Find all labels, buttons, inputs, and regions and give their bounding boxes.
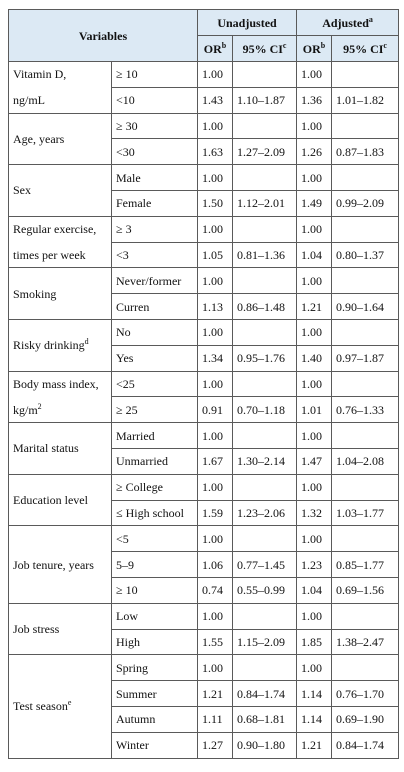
ci-adjusted-cell: 0.69–1.56 — [332, 577, 399, 603]
table-row — [9, 526, 399, 552]
or-unadjusted-cell: 1.27 — [198, 732, 233, 758]
or-adjusted-cell: 1.00 — [297, 62, 332, 88]
or-adjusted-cell: 1.14 — [297, 706, 332, 732]
or-adjusted-cell: 1.00 — [297, 319, 332, 345]
table-row — [9, 655, 399, 681]
ci-adjusted-cell: 1.01–1.82 — [332, 87, 399, 113]
ci-unadjusted-cell: 1.30–2.14 — [233, 448, 297, 474]
variable-label: Job tenure, years — [9, 526, 112, 603]
category-cell: High — [112, 629, 198, 655]
ci-unadjusted-cell: 0.55–0.99 — [233, 577, 297, 603]
variable-label: Marital status — [9, 423, 112, 475]
or-adjusted-cell: 1.21 — [297, 732, 332, 758]
category-cell: Male — [112, 165, 198, 191]
or-adjusted-cell: 1.00 — [297, 165, 332, 191]
or-unadjusted-cell: 1.13 — [198, 294, 233, 320]
category-cell: Winter — [112, 732, 198, 758]
ci-unadjusted-cell: 0.95–1.76 — [233, 345, 297, 371]
category-cell: ≥ 25 — [112, 397, 198, 423]
or-unadjusted-cell: 1.43 — [198, 87, 233, 113]
or-unadjusted-cell: 1.63 — [198, 139, 233, 165]
category-cell: Summer — [112, 681, 198, 707]
variable-label: Risky drinking$^d$ — [9, 319, 112, 371]
ci-unadjusted-cell — [233, 319, 297, 345]
category-cell: ≥ 10 — [112, 62, 198, 88]
category-cell: Yes — [112, 345, 198, 371]
category-cell: Married — [112, 423, 198, 449]
ci-adjusted-cell — [332, 603, 399, 629]
ci-adjusted-cell: 0.87–1.83 — [332, 139, 399, 165]
header-or-unadjusted: $OR^b$ — [198, 36, 233, 62]
ci-unadjusted-cell: 0.86–1.48 — [233, 294, 297, 320]
ci-unadjusted-cell — [233, 474, 297, 500]
odds-ratio-table — [8, 9, 399, 759]
category-cell: Low — [112, 603, 198, 629]
category-cell: 5–9 — [112, 552, 198, 578]
or-unadjusted-cell: 1.00 — [198, 216, 233, 242]
or-unadjusted-cell: 1.50 — [198, 190, 233, 216]
or-unadjusted-cell: 1.05 — [198, 242, 233, 268]
or-adjusted-cell: 1.26 — [297, 139, 332, 165]
ci-adjusted-cell — [332, 371, 399, 397]
or-adjusted-cell: 1.23 — [297, 552, 332, 578]
or-unadjusted-cell: 1.67 — [198, 448, 233, 474]
or-unadjusted-cell: 1.00 — [198, 62, 233, 88]
table-row — [9, 62, 399, 88]
or-adjusted-cell: 1.01 — [297, 397, 332, 423]
ci-unadjusted-cell — [233, 165, 297, 191]
ci-unadjusted-cell — [233, 62, 297, 88]
ci-unadjusted-cell — [233, 268, 297, 294]
ci-adjusted-cell: 0.76–1.70 — [332, 681, 399, 707]
ci-unadjusted-cell: 0.77–1.45 — [233, 552, 297, 578]
header-row-1 — [9, 10, 399, 36]
or-unadjusted-cell: 1.55 — [198, 629, 233, 655]
ci-unadjusted-cell: 0.70–1.18 — [233, 397, 297, 423]
or-adjusted-cell: 1.14 — [297, 681, 332, 707]
table-row — [9, 242, 399, 268]
category-cell: Autumn — [112, 706, 198, 732]
or-unadjusted-cell: 1.00 — [198, 526, 233, 552]
header-or-adjusted: $OR^b$ — [297, 36, 332, 62]
variable-label: Regular exercise, — [9, 216, 112, 242]
ci-unadjusted-cell: 0.84–1.74 — [233, 681, 297, 707]
or-unadjusted-cell: 1.00 — [198, 268, 233, 294]
or-adjusted-cell: 1.00 — [297, 371, 332, 397]
table-row — [9, 397, 399, 423]
ci-adjusted-cell: 0.90–1.64 — [332, 294, 399, 320]
ci-unadjusted-cell — [233, 371, 297, 397]
or-unadjusted-cell: 1.00 — [198, 423, 233, 449]
category-cell: Spring — [112, 655, 198, 681]
or-unadjusted-cell: 1.34 — [198, 345, 233, 371]
table-row — [9, 268, 399, 294]
category-cell: Never/former — [112, 268, 198, 294]
table-row — [9, 113, 399, 139]
or-adjusted-cell: 1.00 — [297, 526, 332, 552]
or-adjusted-cell: 1.00 — [297, 216, 332, 242]
ci-adjusted-cell — [332, 268, 399, 294]
ci-adjusted-cell — [332, 216, 399, 242]
ci-adjusted-cell — [332, 113, 399, 139]
table-row — [9, 371, 399, 397]
variable-label: Age, years — [9, 113, 112, 165]
or-unadjusted-cell: 1.00 — [198, 474, 233, 500]
variable-label: $kg/m^2$ — [9, 397, 112, 423]
ci-adjusted-cell: 0.76–1.33 — [332, 397, 399, 423]
header-ci-unadjusted: 95% $CI^c$ — [233, 36, 297, 62]
category-cell: ≤ High school — [112, 500, 198, 526]
ci-unadjusted-cell: 1.27–2.09 — [233, 139, 297, 165]
ci-adjusted-cell: 0.85–1.77 — [332, 552, 399, 578]
header-unadjusted: Unadjusted — [198, 10, 297, 36]
variable-label: ng/mL — [9, 87, 112, 113]
table-row — [9, 474, 399, 500]
or-adjusted-cell: 1.32 — [297, 500, 332, 526]
category-cell: Curren — [112, 294, 198, 320]
or-adjusted-cell: 1.00 — [297, 113, 332, 139]
table-row — [9, 603, 399, 629]
category-cell: <10 — [112, 87, 198, 113]
category-cell: ≥ College — [112, 474, 198, 500]
or-adjusted-cell: 1.00 — [297, 423, 332, 449]
or-adjusted-cell: 1.40 — [297, 345, 332, 371]
variable-label: Sex — [9, 165, 112, 217]
header-adjusted: Adjusted$^a$ — [297, 10, 399, 36]
or-unadjusted-cell: 1.00 — [198, 603, 233, 629]
or-unadjusted-cell: 1.00 — [198, 371, 233, 397]
variable-label: Education level — [9, 474, 112, 526]
category-cell: Female — [112, 190, 198, 216]
ci-unadjusted-cell: 1.15–2.09 — [233, 629, 297, 655]
table-row — [9, 165, 399, 191]
odds-ratio-table-container — [8, 9, 398, 759]
category-cell: <30 — [112, 139, 198, 165]
ci-adjusted-cell: 1.38–2.47 — [332, 629, 399, 655]
ci-unadjusted-cell: 0.68–1.81 — [233, 706, 297, 732]
ci-adjusted-cell — [332, 165, 399, 191]
or-unadjusted-cell: 1.00 — [198, 113, 233, 139]
category-cell: No — [112, 319, 198, 345]
ci-unadjusted-cell: 1.10–1.87 — [233, 87, 297, 113]
variable-label: Vitamin D, — [9, 62, 112, 88]
category-cell: ≥ 3 — [112, 216, 198, 242]
variable-label: times per week — [9, 242, 112, 268]
category-cell: ≥ 30 — [112, 113, 198, 139]
ci-unadjusted-cell — [233, 655, 297, 681]
ci-adjusted-cell: 0.69–1.90 — [332, 706, 399, 732]
ci-adjusted-cell: 0.80–1.37 — [332, 242, 399, 268]
or-adjusted-cell: 1.00 — [297, 603, 332, 629]
ci-unadjusted-cell — [233, 603, 297, 629]
or-unadjusted-cell: 1.11 — [198, 706, 233, 732]
table-row — [9, 423, 399, 449]
category-cell: <25 — [112, 371, 198, 397]
ci-adjusted-cell — [332, 526, 399, 552]
or-unadjusted-cell: 1.21 — [198, 681, 233, 707]
ci-unadjusted-cell — [233, 423, 297, 449]
or-unadjusted-cell: 0.74 — [198, 577, 233, 603]
or-adjusted-cell: 1.21 — [297, 294, 332, 320]
or-adjusted-cell: 1.00 — [297, 268, 332, 294]
or-adjusted-cell: 1.47 — [297, 448, 332, 474]
variable-label: Smoking — [9, 268, 112, 320]
ci-unadjusted-cell: 0.90–1.80 — [233, 732, 297, 758]
ci-unadjusted-cell: 0.81–1.36 — [233, 242, 297, 268]
category-cell: <3 — [112, 242, 198, 268]
variable-label: Body mass index, — [9, 371, 112, 397]
or-adjusted-cell: 1.00 — [297, 474, 332, 500]
ci-adjusted-cell: 0.99–2.09 — [332, 190, 399, 216]
or-adjusted-cell: 1.85 — [297, 629, 332, 655]
ci-unadjusted-cell: 1.23–2.06 — [233, 500, 297, 526]
ci-adjusted-cell — [332, 655, 399, 681]
table-row — [9, 87, 399, 113]
or-unadjusted-cell: 1.06 — [198, 552, 233, 578]
or-adjusted-cell: 1.00 — [297, 655, 332, 681]
category-cell: Unmarried — [112, 448, 198, 474]
ci-adjusted-cell — [332, 474, 399, 500]
or-unadjusted-cell: 1.00 — [198, 319, 233, 345]
table-row — [9, 216, 399, 242]
ci-adjusted-cell: 0.84–1.74 — [332, 732, 399, 758]
ci-adjusted-cell — [332, 423, 399, 449]
or-unadjusted-cell: 0.91 — [198, 397, 233, 423]
variable-label: Test season$^e$ — [9, 655, 112, 758]
or-adjusted-cell: 1.36 — [297, 87, 332, 113]
or-adjusted-cell: 1.49 — [297, 190, 332, 216]
ci-adjusted-cell — [332, 319, 399, 345]
ci-unadjusted-cell: 1.12–2.01 — [233, 190, 297, 216]
header-ci-adjusted: 95% $CI^c$ — [332, 36, 399, 62]
or-unadjusted-cell: 1.59 — [198, 500, 233, 526]
variable-label: Job stress — [9, 603, 112, 655]
category-cell: <5 — [112, 526, 198, 552]
or-unadjusted-cell: 1.00 — [198, 165, 233, 191]
header-variables: Variables — [9, 10, 198, 62]
ci-unadjusted-cell — [233, 113, 297, 139]
or-adjusted-cell: 1.04 — [297, 242, 332, 268]
table-row — [9, 319, 399, 345]
ci-adjusted-cell: 1.04–2.08 — [332, 448, 399, 474]
or-unadjusted-cell: 1.00 — [198, 655, 233, 681]
ci-unadjusted-cell — [233, 526, 297, 552]
category-cell: ≥ 10 — [112, 577, 198, 603]
ci-unadjusted-cell — [233, 216, 297, 242]
ci-adjusted-cell: 1.03–1.77 — [332, 500, 399, 526]
ci-adjusted-cell: 0.97–1.87 — [332, 345, 399, 371]
ci-adjusted-cell — [332, 62, 399, 88]
or-adjusted-cell: 1.04 — [297, 577, 332, 603]
